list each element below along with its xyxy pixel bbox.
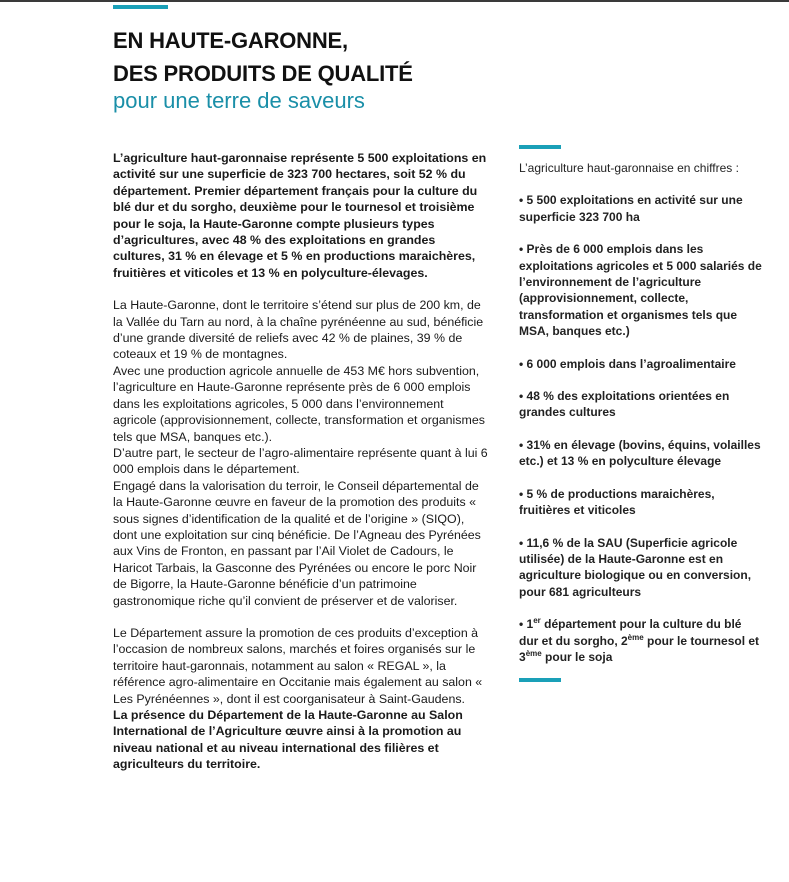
top-rule	[0, 0, 789, 2]
fact-jobs-farming: • Près de 6 000 emplois dans les exploitations agricoles et 5 000 salariés de l’environnement de l’agriculture (approvisionnement, collecte, transformation et organismes tels que MSA, banques etc.)	[519, 242, 762, 339]
fact-market-gardening: • 5 % de productions maraichères, fruitières et viticoles	[519, 486, 715, 518]
fact-jobs-agrofood: • 6 000 emplois dans l’agroalimentaire	[519, 356, 736, 371]
production-paragraph: Avec une production agricole annuelle de 453 M€ hors subvention, l’agriculture en Haute-Garonne représente près de 6 000 emplois dans les exploitations agricoles, 5 000 dans l’environnement agricole (approvisionnement, collecte, transformation et organismes tels que MSA, banques etc.).	[113, 363, 485, 444]
promotion-paragraph: Le Département assure la promotion de ces produits d’exception à l’occasion de nombreux salons, marchés et foires organisés sur le territoire haut-garonnais, notamment au salon « REGAL », la référence agro-alimentaire en Occitanie mais également au salon « Les Pyrénéennes », dont il est coorganisateur à Saint-Gaudens.	[113, 625, 483, 706]
page-title	[113, 24, 413, 90]
intro-paragraph: L’agriculture haut-garonnaise représente 5 500 exploitations en activité sur une superficie de 323 700 hectares, soit 52 % du département. Premier département français pour la culture du blé dur et du sorgho, deuxième pour le tournesol et troisième pour le soja, la Haute-Garonne compte plusieurs types d’agricultures, avec 48 % des exploitations en grandes cultures, 31 % en élevage et 5 % en productions maraichères, fruitières et viticoles et 13 % en polyculture-élevages.	[113, 151, 487, 280]
fact-exploitations: • 5 500 exploitations en activité sur une superficie 323 700 ha	[519, 193, 743, 224]
fact-ranking: • 1er département pour la culture du blé dur et du sorgho, 2ème pour le tournesol et 3ème pour le soja	[519, 616, 760, 664]
title-line-1: EN HAUTE-GARONNE,	[113, 28, 348, 53]
agrofood-paragraph: D’autre part, le secteur de l’agro-alimentaire représente quant à lui 6 000 emplois dans le département.	[113, 445, 488, 477]
title-line-2: DES PRODUITS DE QUALITÉ	[113, 61, 413, 86]
siqo-paragraph: Engagé dans la valorisation du terroir, le Conseil départemental de la Haute-Garonne œuvre en faveur de la promotion des produits « sous signes d’identification de la qualité et de l’origine » (SIQO), dont une exploitation sur cinq bénéficie. De l’Agneau des Pyrénées aux Vins de Fronton, en passant par l’Ail Violet de Cadours, le Haricot Tarbais, la Gasconne des Pyrénées ou encore le porc Noir de Bigorre, la Haute-Garonne bénéficie d’un patrimoine gastronomique riche qu’il convient de préserver et de valoriser.	[113, 478, 481, 608]
title-accent-bar	[113, 5, 168, 9]
key-figures-sidebar	[519, 160, 764, 681]
main-column	[113, 150, 488, 773]
sidebar-heading: L’agriculture haut-garonnaise en chiffres :	[519, 161, 739, 175]
fact-organic: • 11,6 % de la SAU (Superficie agricole utilisée) de la Haute-Garonne est en agriculture biologique ou en conversion, pour 681 agriculteurs	[519, 535, 752, 599]
territory-paragraph: La Haute-Garonne, dont le territoire s’étend sur plus de 200 km, de la Vallée du Tarn au nord, à la chaîne pyrénéenne au sud, bénéficie d’une grande diversité de reliefs avec 42 % de plaines, 39 % de coteaux et 19 % de montagnes.	[113, 298, 484, 362]
page-subtitle: pour une terre de saveurs	[113, 88, 365, 113]
fact-field-crops: • 48 % des exploitations orientées en grandes cultures	[519, 389, 730, 420]
conclusion-paragraph: La présence du Département de la Haute-Garonne au Salon International de l’Agriculture œuvre ainsi à la promotion au niveau national et au niveau international des filières et agriculteurs du territoire.	[113, 708, 463, 772]
fact-livestock: • 31% en élevage (bovins, équins, volailles etc.) et 13 % en polyculture élevage	[519, 437, 761, 469]
sidebar-accent-bar-bottom	[519, 678, 561, 682]
sidebar-accent-bar-top	[519, 145, 561, 149]
